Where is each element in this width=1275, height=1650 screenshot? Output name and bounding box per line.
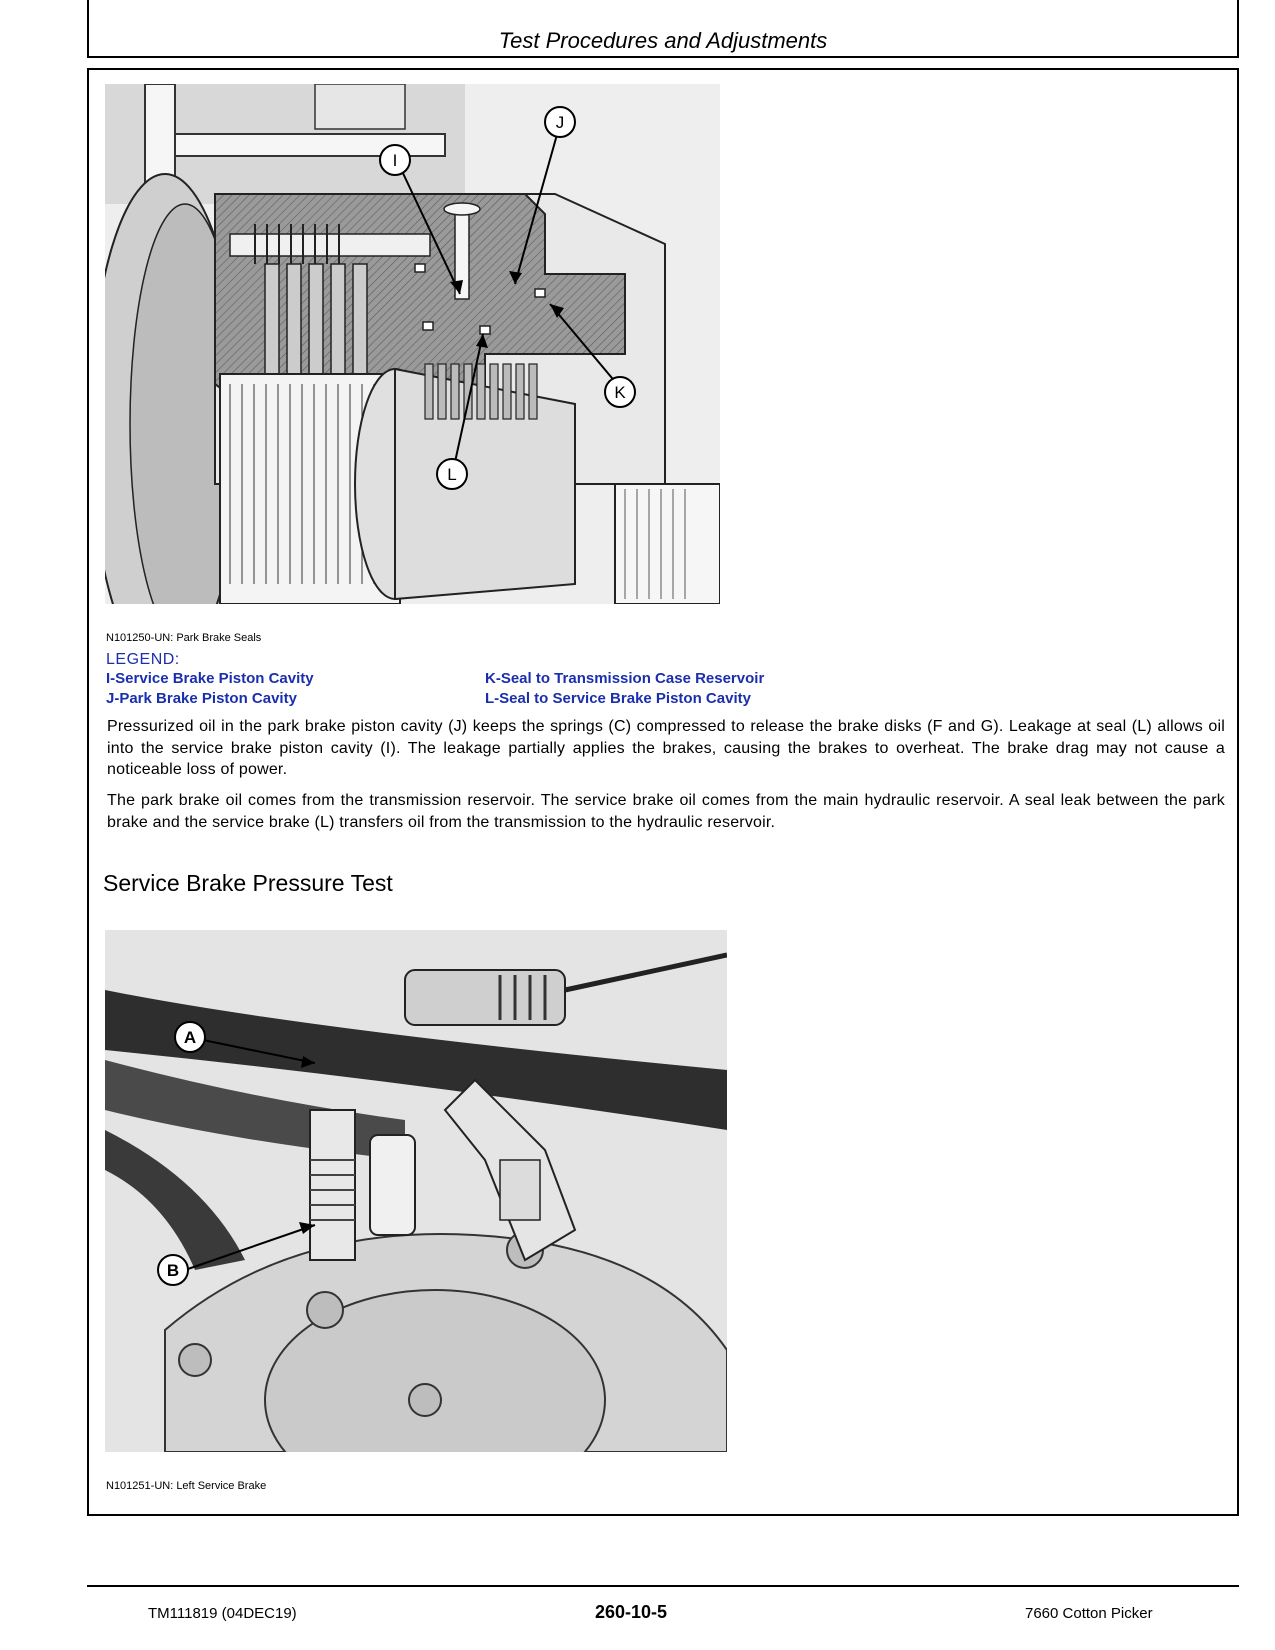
callout-j: J — [555, 113, 565, 132]
legend-item-i: I-Service Brake Piston Cavity — [106, 670, 314, 687]
paragraph-oil-sources: The park brake oil comes from the transmission reservoir. The service brake oil comes from the main hydraulic reservoir. A seal leak between the park brake and the service brake (L) transfers oil from the transmission to the hydraulic reservoir. — [107, 792, 1225, 831]
footer-model: 7660 Cotton Picker — [1025, 1605, 1153, 1622]
paragraph-park-brake-cavity: Pressurized oil in the park brake piston cavity (J) keeps the springs (C) compressed to release the brake disks (F and G). Leakage at seal (L) allows oil into the service brake piston cavity (I). The leakage partially applies the brakes, causing the brakes to overheat. The brake drag may not cause a noticeable loss of power. — [107, 718, 1225, 778]
legend-item-k: K-Seal to Transmission Case Reservoir — [485, 670, 765, 687]
left-service-brake-photo — [105, 930, 727, 1452]
callout-i: I — [392, 151, 398, 170]
figure2-caption: N101251-UN: Left Service Brake — [106, 1480, 267, 1492]
callout-a: A — [183, 1028, 197, 1047]
header-title: Test Procedures and Adjustments — [498, 28, 828, 53]
footer-divider — [87, 1585, 1239, 1587]
footer-page-number: 260-10-5 — [595, 1602, 668, 1622]
figure1-caption: N101250-UN: Park Brake Seals — [106, 632, 262, 644]
footer-doc-id: TM111819 (04DEC19) — [148, 1605, 297, 1622]
legend-item-j: J-Park Brake Piston Cavity — [106, 690, 297, 707]
page-header — [87, 0, 1239, 58]
callout-l: L — [447, 465, 457, 484]
section-title: Service Brake Pressure Test — [103, 870, 393, 896]
park-brake-seals-illustration — [105, 84, 720, 604]
legend-item-l: L-Seal to Service Brake Piston Cavity — [485, 690, 751, 707]
callout-b: B — [166, 1261, 180, 1280]
callout-k: K — [614, 383, 626, 402]
legend-title: LEGEND: — [106, 651, 180, 668]
